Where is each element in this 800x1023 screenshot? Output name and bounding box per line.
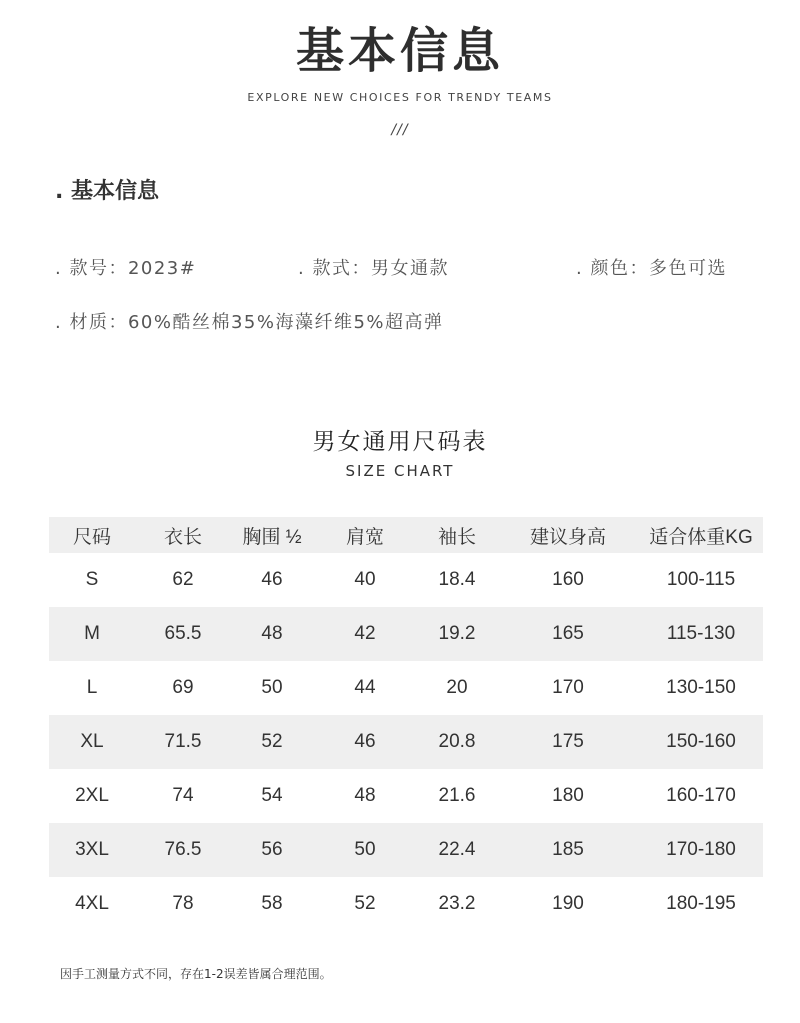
table-cell: 170-180 xyxy=(666,839,736,860)
table-cell: 20.8 xyxy=(438,731,476,752)
table-cell: 20 xyxy=(446,677,468,698)
style-label: . 款式： xyxy=(298,258,371,279)
table-cell: 71.5 xyxy=(164,731,202,752)
table-cell: 115-130 xyxy=(666,623,736,644)
table-cell: L xyxy=(86,677,98,698)
basic-info-heading: . 基本信息 xyxy=(55,179,160,204)
page-subtitle: EXPLORE NEW CHOICES FOR TRENDY TEAMS xyxy=(247,91,553,104)
table-cell: 19.2 xyxy=(438,623,476,644)
table-cell: 50 xyxy=(354,839,376,860)
column-header: 尺码 xyxy=(72,526,111,548)
table-cell: 175 xyxy=(552,731,584,752)
table-row xyxy=(49,661,763,715)
table-cell: 65.5 xyxy=(164,623,202,644)
table-cell: 74 xyxy=(172,785,194,806)
table-cell: 190 xyxy=(552,893,584,914)
table-cell: 69 xyxy=(172,677,194,698)
table-cell: 78 xyxy=(172,893,194,914)
column-header: 袖长 xyxy=(437,526,476,548)
color-label: . 颜色： xyxy=(576,258,649,279)
table-cell: 4XL xyxy=(75,893,109,914)
material-label: . 材质： xyxy=(55,312,128,333)
column-header: 建议身高 xyxy=(529,526,606,548)
table-cell: 3XL xyxy=(75,839,109,860)
table-cell: 76.5 xyxy=(164,839,202,860)
table-cell: 18.4 xyxy=(438,569,476,590)
model-number-value: 2023# xyxy=(127,258,197,279)
column-header: 适合体重KG xyxy=(649,526,753,548)
decorative-slashes: /// xyxy=(391,122,409,138)
table-cell: 48 xyxy=(354,785,376,806)
table-cell: 150-160 xyxy=(666,731,736,752)
table-cell: 54 xyxy=(261,785,283,806)
table-cell: 180 xyxy=(552,785,584,806)
size-chart-subtitle: SIZE CHART xyxy=(345,462,455,480)
size-chart-table xyxy=(49,517,763,931)
column-header: 衣长 xyxy=(163,526,202,548)
table-cell: 56 xyxy=(261,839,283,860)
table-cell: 165 xyxy=(552,623,584,644)
table-row xyxy=(49,769,763,823)
table-row xyxy=(49,877,763,931)
color-info xyxy=(576,254,727,280)
table-cell: 22.4 xyxy=(438,839,476,860)
table-row xyxy=(49,607,763,661)
table-cell: S xyxy=(85,569,99,590)
table-cell: 62 xyxy=(172,569,194,590)
table-cell: 58 xyxy=(261,893,283,914)
table-cell: 100-115 xyxy=(666,569,736,590)
table-cell: 46 xyxy=(354,731,376,752)
model-number-info xyxy=(55,254,196,280)
table-cell: 48 xyxy=(261,623,283,644)
table-cell: 42 xyxy=(354,623,376,644)
table-cell: 44 xyxy=(354,677,376,698)
style-value: 男女通款 xyxy=(370,258,449,279)
table-cell: 50 xyxy=(261,677,283,698)
table-row xyxy=(49,715,763,769)
table-cell: 185 xyxy=(552,839,584,860)
table-cell: 52 xyxy=(354,893,376,914)
table-cell: 40 xyxy=(354,569,376,590)
style-info xyxy=(298,254,449,280)
table-row xyxy=(49,823,763,877)
material-value: 60%酷丝棉35%海藻纤维5%超高弹 xyxy=(127,312,444,333)
model-number-label: . 款号： xyxy=(55,258,128,279)
table-cell: 46 xyxy=(261,569,283,590)
size-chart-title: 男女通用尺码表 xyxy=(312,429,488,455)
table-cell: 21.6 xyxy=(438,785,476,806)
table-row xyxy=(49,553,763,607)
table-cell: XL xyxy=(80,731,104,752)
page-title: 基本信息 xyxy=(295,23,504,79)
table-cell: 180-195 xyxy=(666,893,736,914)
column-header: 胸围 ½ xyxy=(242,526,302,548)
table-cell: 160 xyxy=(552,569,584,590)
column-header: 肩宽 xyxy=(345,526,384,548)
table-cell: 52 xyxy=(261,731,283,752)
table-cell: 170 xyxy=(552,677,584,698)
table-cell: 130-150 xyxy=(666,677,736,698)
table-cell: 2XL xyxy=(75,785,109,806)
table-cell: M xyxy=(84,623,100,644)
table-cell: 23.2 xyxy=(438,893,476,914)
size-table-header-row xyxy=(49,517,763,553)
color-value: 多色可选 xyxy=(648,258,727,279)
material-info xyxy=(55,308,444,334)
table-cell: 160-170 xyxy=(666,785,736,806)
measurement-footnote: 因手工测量方式不同，存在1-2误差皆属合理范围。 xyxy=(60,967,332,981)
